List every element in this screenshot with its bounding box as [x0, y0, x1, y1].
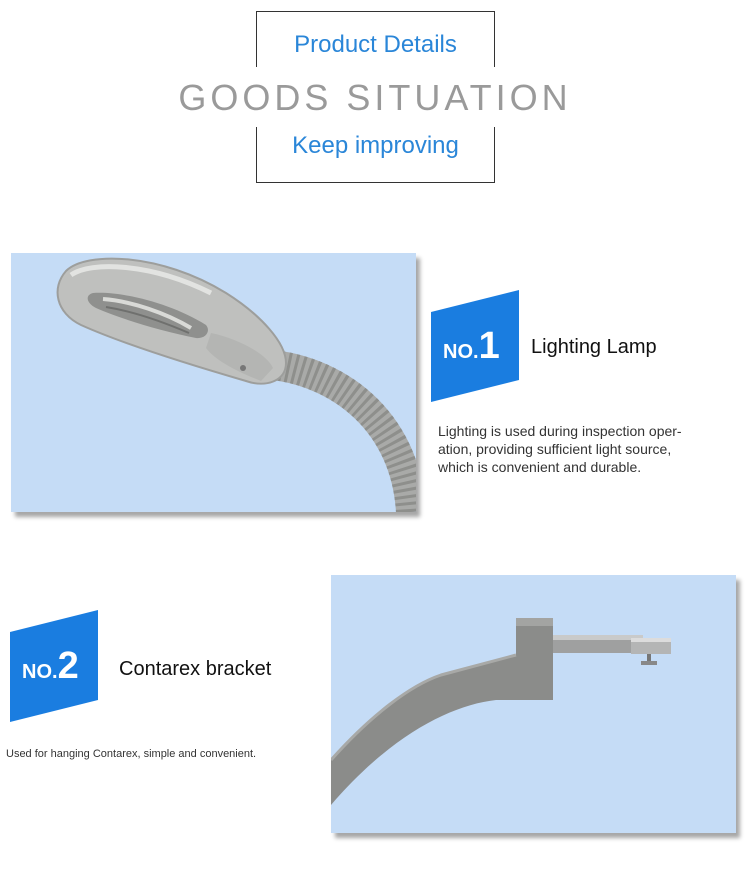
badge-no-1: [431, 290, 519, 402]
item-description: Used for hanging Contarex, simple and convenient.: [6, 748, 257, 760]
lighting-lamp-image: [11, 253, 416, 512]
badge-prefix: NO.: [22, 661, 58, 683]
badge-prefix: NO.: [443, 341, 479, 363]
badge-number: 2: [57, 645, 79, 687]
item-title: Contarex bracket: [119, 658, 272, 680]
item-description: Lighting is used during inspection oper- ation, providing sufficient light source, which is convenient and durable.: [438, 423, 682, 475]
section-heading: GOODS SITUATION: [178, 77, 572, 118]
page-subtitle: Keep improving: [292, 132, 459, 159]
item-title: Lighting Lamp: [531, 336, 657, 358]
page-title: Product Details: [294, 31, 457, 58]
badge-no-2: [10, 610, 98, 722]
contarex-bracket-image: [331, 575, 736, 833]
badge-number: 1: [478, 325, 500, 367]
